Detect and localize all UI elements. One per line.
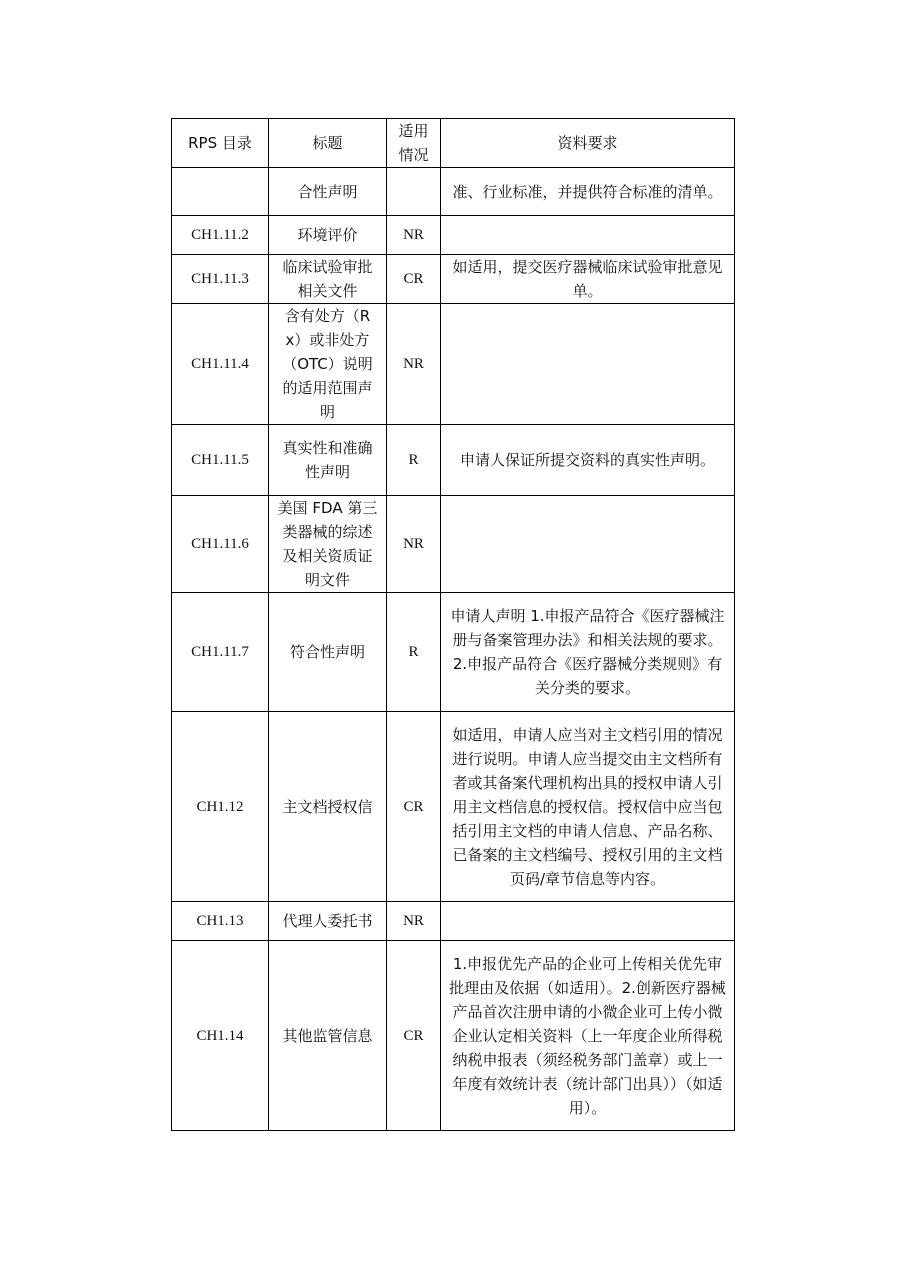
row-applicability: NR	[387, 304, 441, 425]
row-code: CH1.14	[172, 941, 269, 1131]
row-code: CH1.12	[172, 712, 269, 902]
row-applicability	[387, 168, 441, 216]
row-applicability: R	[387, 425, 441, 496]
table-row	[172, 496, 735, 593]
row-requirement	[441, 255, 735, 304]
row-title: 临床试验审批相关文件	[269, 255, 387, 304]
row-applicability: NR	[387, 902, 441, 941]
requirement-text: 2.申报产品符合《医疗器械分类规则》有关分类的要求。	[452, 655, 723, 697]
row-code: CH1.11.2	[172, 216, 269, 255]
row-requirement	[441, 593, 735, 712]
row-applicability: R	[387, 593, 441, 712]
table-body	[172, 168, 735, 1131]
header-rps: RPS 目录	[172, 119, 269, 168]
row-applicability: CR	[387, 941, 441, 1131]
table-row	[172, 902, 735, 941]
row-requirement	[441, 496, 735, 593]
row-applicability: CR	[387, 712, 441, 902]
row-title: 合性声明	[269, 168, 387, 216]
requirement-text: 1.申报优先产品的企业可上传相关优先审批理由及依据（如适用）。2.创新医疗器械产品首次注册申请的小微企业可上传小微企业认定相关资料（上一年度企业所得税纳税申报表（须经税务部门盖章）或上一年度有效统计表（统计部门出具））（如适用）。	[449, 954, 726, 1117]
row-title: 真实性和准确性声明	[269, 425, 387, 496]
header-row	[172, 119, 735, 168]
row-title: 其他监管信息	[269, 941, 387, 1131]
requirement-text: 如适用，提交医疗器械临床试验审批意见单。	[452, 258, 723, 300]
row-applicability: CR	[387, 255, 441, 304]
row-code: CH1.11.5	[172, 425, 269, 496]
row-title: 环境评价	[269, 216, 387, 255]
header-requirement: 资料要求	[441, 119, 735, 168]
row-applicability: NR	[387, 496, 441, 593]
row-title: 美国 FDA 第三类器械的综述及相关资质证明文件	[269, 496, 387, 593]
requirement-text: 如适用，申请人应当对主文档引用的情况进行说明。申请人应当提交由主文档所有者或其备案代理机构出具的授权申请人引用主文档信息的授权信。授权信中应当包括引用主文档的申请人信息、产品名称、已备案的主文档编号、授权引用的主文档页码/章节信息等内容。	[452, 725, 723, 888]
table-row	[172, 712, 735, 902]
row-code: CH1.13	[172, 902, 269, 941]
row-title: 主文档授权信	[269, 712, 387, 902]
row-title: 代理人委托书	[269, 902, 387, 941]
table-row	[172, 304, 735, 425]
row-code: CH1.11.3	[172, 255, 269, 304]
row-title: 符合性声明	[269, 593, 387, 712]
table-row	[172, 941, 735, 1131]
requirement-text: 准、行业标准，并提供符合标准的清单。	[452, 182, 723, 201]
row-title: 含有处方（Rx）或非处方（OTC）说明的适用范围声明	[269, 304, 387, 425]
row-requirement	[441, 712, 735, 902]
row-requirement	[441, 216, 735, 255]
table-row	[172, 425, 735, 496]
row-requirement	[441, 941, 735, 1131]
table-row	[172, 255, 735, 304]
row-requirement	[441, 902, 735, 941]
header-applicability: 适用情况	[387, 119, 441, 168]
table-row	[172, 216, 735, 255]
row-code: CH1.11.7	[172, 593, 269, 712]
row-requirement	[441, 304, 735, 425]
requirement-text: 申请人保证所提交资料的真实性声明。	[459, 451, 715, 469]
requirement-text: 申请人声明 1.申报产品符合《医疗器械注册与备案管理办法》和相关法规的要求。	[450, 607, 725, 649]
row-requirement	[441, 425, 735, 496]
table-row	[172, 168, 735, 216]
row-code: CH1.11.4	[172, 304, 269, 425]
rps-table	[171, 118, 735, 1131]
table-row	[172, 593, 735, 712]
row-code: CH1.11.6	[172, 496, 269, 593]
row-applicability: NR	[387, 216, 441, 255]
header-title: 标题	[269, 119, 387, 168]
row-code	[172, 168, 269, 216]
row-requirement	[441, 168, 735, 216]
